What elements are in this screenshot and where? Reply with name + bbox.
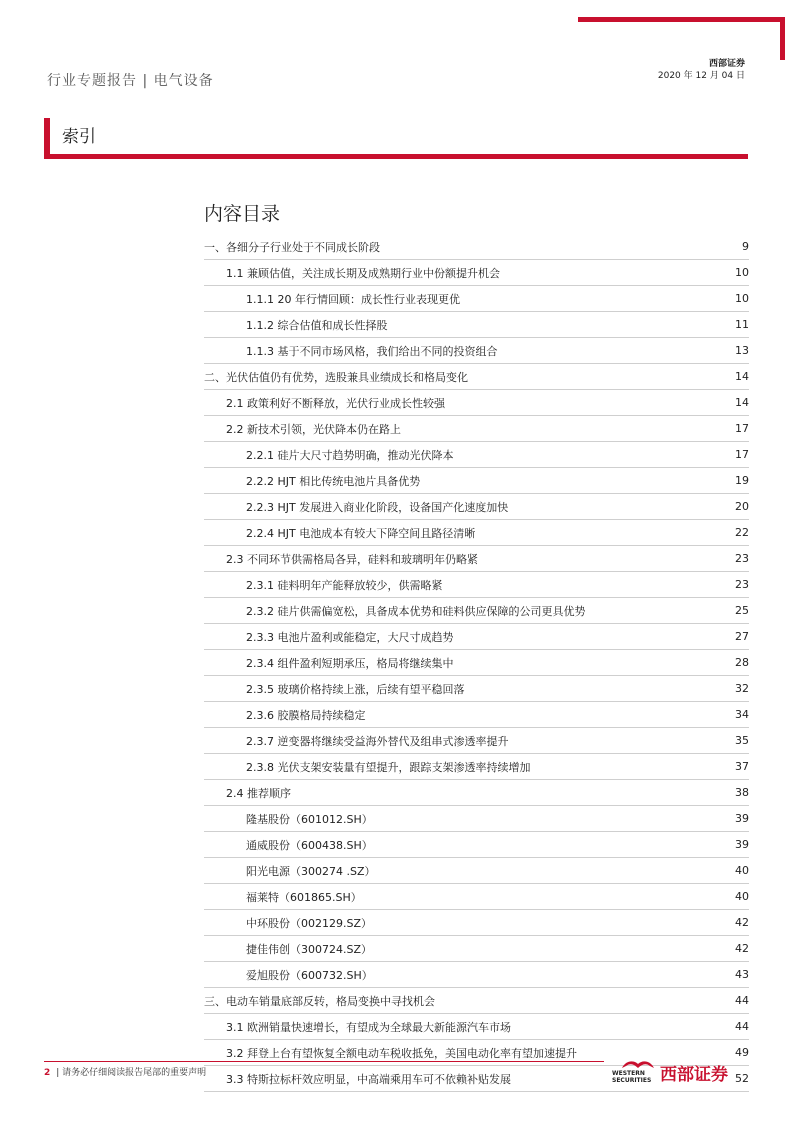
toc-entry-label: 隆基股份（601012.SH） bbox=[246, 812, 373, 826]
toc-entry-label: 2.3.1 硅料明年产能释放较少，供需略紧 bbox=[246, 578, 443, 592]
toc-entry[interactable] bbox=[204, 702, 749, 728]
toc-entry[interactable] bbox=[204, 520, 749, 546]
toc-entry[interactable] bbox=[204, 962, 749, 988]
toc-entry-label: 3.2 拜登上台有望恢复全额电动车税收抵免，美国电动化率有望加速提升 bbox=[226, 1046, 577, 1060]
toc-entry-label: 二、光伏估值仍有优势，选股兼具业绩成长和格局变化 bbox=[204, 370, 468, 384]
toc-entry-label: 2.2.3 HJT 发展进入商业化阶段，设备国产化速度加快 bbox=[246, 500, 509, 514]
toc-entry-page: 25 bbox=[735, 604, 749, 617]
toc-entry[interactable] bbox=[204, 858, 749, 884]
toc-entry-page: 42 bbox=[735, 942, 749, 955]
toc-entry-page: 11 bbox=[735, 318, 749, 331]
toc-entry-page: 39 bbox=[735, 838, 749, 851]
toc-entry-label: 2.2.4 HJT 电池成本有较大下降空间且路径清晰 bbox=[246, 526, 476, 540]
toc-entry-label: 1.1.1 20 年行情回顾：成长性行业表现更优 bbox=[246, 292, 460, 306]
toc-entry-page: 32 bbox=[735, 682, 749, 695]
toc-entry-label: 3.3 特斯拉标杆效应明显，中高端乘用车可不依赖补贴发展 bbox=[226, 1072, 511, 1086]
footer-disclaimer: | 请务必仔细阅读报告尾部的重要声明 bbox=[56, 1068, 207, 1078]
toc-entry-label: 爱旭股份（600732.SH） bbox=[246, 968, 373, 982]
toc-entry-label: 2.2.1 硅片大尺寸趋势明确，推动光伏降本 bbox=[246, 448, 454, 462]
toc-entry[interactable] bbox=[204, 416, 749, 442]
toc-entry-label: 一、各细分子行业处于不同成长阶段 bbox=[204, 240, 380, 254]
toc-entry-label: 2.3.7 逆变器将继续受益海外替代及组串式渗透率提升 bbox=[246, 734, 509, 748]
toc-entry[interactable] bbox=[204, 442, 749, 468]
toc-entry[interactable] bbox=[204, 650, 749, 676]
section-marker bbox=[44, 118, 50, 158]
header-corner-rule bbox=[578, 17, 785, 22]
toc-entry-page: 10 bbox=[735, 266, 749, 279]
footer-divider bbox=[44, 1061, 604, 1062]
toc-entry-page: 40 bbox=[735, 890, 749, 903]
toc-entry-label: 2.3.5 玻璃价格持续上涨，后续有望平稳回落 bbox=[246, 682, 465, 696]
toc-entry-page: 17 bbox=[735, 448, 749, 461]
toc-list bbox=[204, 234, 749, 1092]
toc-entry[interactable] bbox=[204, 572, 749, 598]
toc-entry-page: 13 bbox=[735, 344, 749, 357]
toc-entry[interactable] bbox=[204, 260, 749, 286]
toc-entry-page: 42 bbox=[735, 916, 749, 929]
toc-entry[interactable] bbox=[204, 910, 749, 936]
toc-entry[interactable] bbox=[204, 468, 749, 494]
toc-entry[interactable] bbox=[204, 624, 749, 650]
toc-entry[interactable] bbox=[204, 780, 749, 806]
toc-entry[interactable] bbox=[204, 676, 749, 702]
toc-entry[interactable] bbox=[204, 884, 749, 910]
header-corner-side bbox=[780, 17, 785, 60]
toc-entry-page: 14 bbox=[735, 370, 749, 383]
toc-entry-label: 1.1.2 综合估值和成长性择股 bbox=[246, 318, 388, 332]
toc-entry[interactable] bbox=[204, 754, 749, 780]
toc-entry-page: 44 bbox=[735, 994, 749, 1007]
toc-entry[interactable] bbox=[204, 286, 749, 312]
toc-entry-label: 1.1 兼顾估值，关注成长期及成熟期行业中份额提升机会 bbox=[226, 266, 500, 280]
report-date: 2020 年 12 月 04 日 bbox=[657, 71, 745, 81]
toc-entry-page: 38 bbox=[735, 786, 749, 799]
toc-entry-page: 43 bbox=[735, 968, 749, 981]
toc-entry-label: 2.3.3 电池片盈利或能稳定，大尺寸成趋势 bbox=[246, 630, 454, 644]
toc-entry[interactable] bbox=[204, 806, 749, 832]
toc-entry-page: 10 bbox=[735, 292, 749, 305]
toc-entry-page: 22 bbox=[735, 526, 749, 539]
toc-entry[interactable] bbox=[204, 546, 749, 572]
toc-entry[interactable] bbox=[204, 338, 749, 364]
toc-entry-label: 2.4 推荐顺序 bbox=[226, 786, 291, 800]
toc-entry[interactable] bbox=[204, 832, 749, 858]
toc-entry-label: 2.1 政策利好不断释放，光伏行业成长性较强 bbox=[226, 396, 445, 410]
toc-entry[interactable] bbox=[204, 364, 749, 390]
toc-entry-label: 捷佳伟创（300724.SZ） bbox=[246, 942, 373, 956]
logo-en-line1: WESTERN bbox=[612, 1070, 645, 1077]
toc-entry-label: 三、电动车销量底部反转，格局变换中寻找机会 bbox=[204, 994, 435, 1008]
toc-entry-page: 28 bbox=[735, 656, 749, 669]
toc-entry-page: 20 bbox=[735, 500, 749, 513]
toc-entry[interactable] bbox=[204, 936, 749, 962]
toc-entry-page: 34 bbox=[735, 708, 749, 721]
company-logo bbox=[612, 1058, 752, 1086]
toc-entry-page: 49 bbox=[735, 1046, 749, 1059]
toc-entry-label: 2.3.4 组件盈利短期承压，格局将继续集中 bbox=[246, 656, 454, 670]
page-number: 2 bbox=[44, 1068, 51, 1078]
toc-entry-page: 37 bbox=[735, 760, 749, 773]
toc-entry[interactable] bbox=[204, 988, 749, 1014]
toc-entry-label: 1.1.3 基于不同市场风格，我们给出不同的投资组合 bbox=[246, 344, 498, 358]
toc-entry-label: 2.3 不同环节供需格局各异，硅料和玻璃明年仍略紧 bbox=[226, 552, 478, 566]
report-type: 行业专题报告 | 电气设备 bbox=[47, 73, 214, 89]
toc-entry-page: 9 bbox=[742, 240, 749, 253]
logo-en-line2: SECURITIES bbox=[612, 1077, 652, 1084]
toc-entry-label: 福莱特（601865.SH） bbox=[246, 890, 362, 904]
toc-entry-page: 14 bbox=[735, 396, 749, 409]
toc-entry-label: 2.2.2 HJT 相比传统电池片具备优势 bbox=[246, 474, 421, 488]
toc-entry[interactable] bbox=[204, 494, 749, 520]
logo-english bbox=[612, 1070, 651, 1084]
toc-entry[interactable] bbox=[204, 234, 749, 260]
toc-entry-page: 35 bbox=[735, 734, 749, 747]
toc-entry-page: 44 bbox=[735, 1020, 749, 1033]
toc-entry-page: 23 bbox=[735, 578, 749, 591]
toc-entry-page: 52 bbox=[735, 1072, 749, 1085]
toc-entry[interactable] bbox=[204, 390, 749, 416]
logo-chinese: 西部证券 bbox=[660, 1065, 728, 1085]
section-divider bbox=[44, 154, 748, 159]
toc-entry-label: 3.1 欧洲销量快速增长，有望成为全球最大新能源汽车市场 bbox=[226, 1020, 511, 1034]
toc-entry-page: 39 bbox=[735, 812, 749, 825]
toc-entry-label: 2.2 新技术引领，光伏降本仍在路上 bbox=[226, 422, 401, 436]
toc-entry-label: 2.3.6 胶膜格局持续稳定 bbox=[246, 708, 366, 722]
section-title: 索引 bbox=[62, 127, 96, 147]
toc-entry-page: 40 bbox=[735, 864, 749, 877]
toc-entry[interactable] bbox=[204, 312, 749, 338]
toc-entry-page: 19 bbox=[735, 474, 749, 487]
toc-entry-page: 23 bbox=[735, 552, 749, 565]
toc-entry-page: 17 bbox=[735, 422, 749, 435]
toc-entry[interactable] bbox=[204, 598, 749, 624]
header-brand: 西部证券 bbox=[708, 59, 745, 69]
toc-entry-label: 阳光电源（300274 .SZ） bbox=[246, 864, 376, 878]
toc-entry-label: 2.3.8 光伏支架安装量有望提升，跟踪支架渗透率持续增加 bbox=[246, 760, 531, 774]
toc-entry[interactable] bbox=[204, 1014, 749, 1040]
toc-entry-label: 通威股份（600438.SH） bbox=[246, 838, 373, 852]
toc-entry-label: 2.3.2 硅片供需偏宽松，具备成本优势和硅料供应保障的公司更具优势 bbox=[246, 604, 586, 618]
toc-entry-label: 中环股份（002129.SZ） bbox=[246, 916, 373, 930]
toc-entry-page: 27 bbox=[735, 630, 749, 643]
footer-text bbox=[44, 1065, 206, 1078]
toc-title: 内容目录 bbox=[204, 203, 281, 225]
toc-entry[interactable] bbox=[204, 728, 749, 754]
